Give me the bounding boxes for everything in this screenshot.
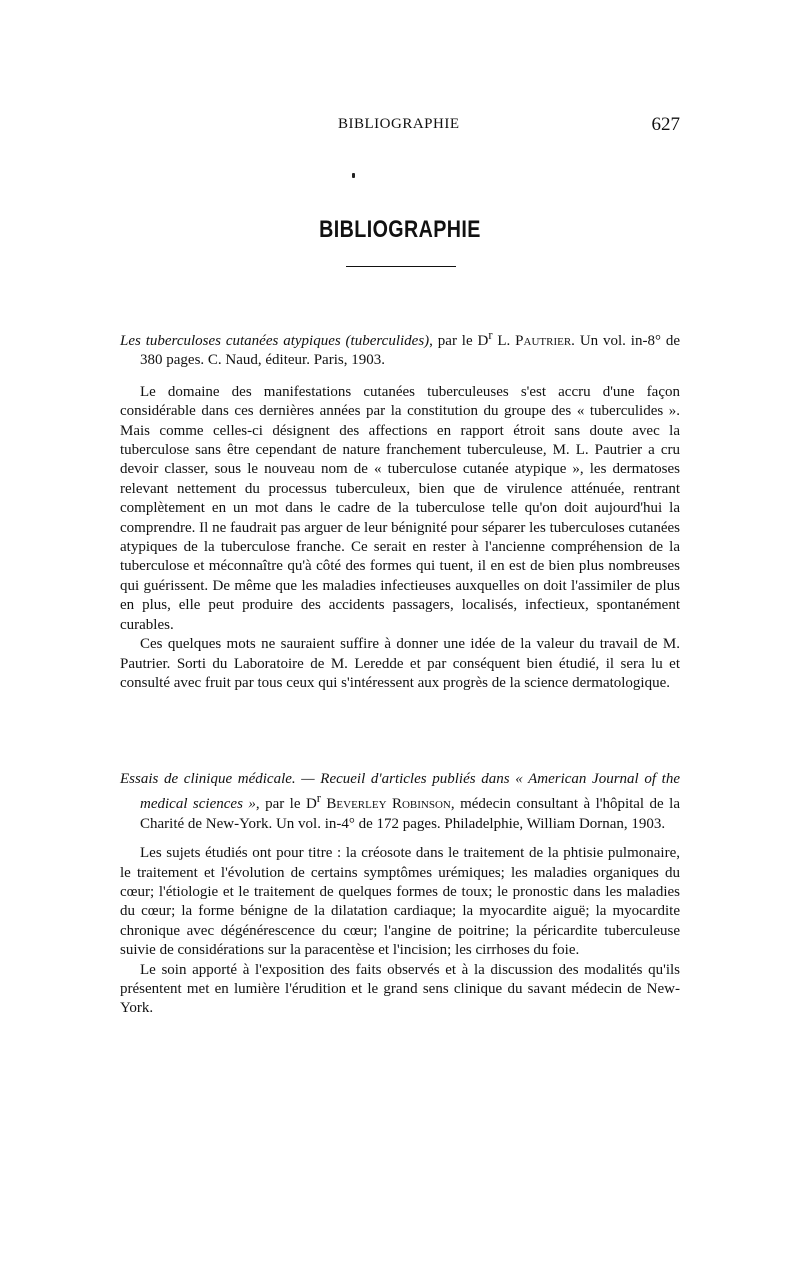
review-paragraph: Le soin apporté à l'exposition des faits observés et à la discussion des modalités qu'ils présentent met en lumière l'érudition et le grand sens clinique du savant médecin de New-York.: [120, 961, 680, 1017]
review-pautrier: [120, 326, 680, 693]
page-number: 627: [651, 114, 680, 135]
citation-by: , par le D: [255, 796, 317, 813]
citation-details: Un vol. in-8° de 380 pages. C. Naud, éditeur. Paris, 1903.: [140, 333, 681, 369]
citation-by: , par le D: [429, 333, 489, 349]
citation-details: médecin consultant à l'hôpital de la Charité de New-York. Un vol. in-4° de 172 pages. Philadelphie, William Dornan, 1903.: [140, 796, 680, 832]
running-header: [120, 116, 680, 140]
citation-author: Beverley Robinson,: [326, 796, 455, 813]
review-paragraph: Le domaine des manifestations cutanées tuberculeuses s'est accru d'une façon considérable dans ces dernières années par la constitution du groupe des « tuberculides ». Mais comme celles-ci désignent des affections en rapport étroit sans doute avec la tuberculose sans être cependant de nature franchement tuberculeuse, M. L. Pautrier a cru devoir classer, sous le nouveau nom de « tuberculose cutanée atypique », les dermatoses relevant nettement du processus tuberculeux, bien que de virulence atténuée, rentrant complètement en un mot dans le cadre de la tuberculose telle qu'on doit aujourd'hui la comprendre. Il ne faudrait pas arguer de leur bénignité pour séparer les tuberculoses cutanées atypiques de la tuberculose franche. Ce serait en rester à l'ancienne compréhension de la tuberculose et méconnaître qu'à côté des formes qui tuent, il en est de bien plus nombreuses qui guérissent. De même que les maladies infectieuses auxquelles on doit l'assimiler de plus en plus, elle peut produire des accidents passagers, localisés, infectieux, spontanément curables.: [120, 383, 680, 633]
citation: [120, 770, 680, 834]
citation-title: Essais de clinique médicale. — Recueil d'articles publiés dans « American Journal of the medical sciences »: [120, 771, 680, 813]
citation-title-abbrev: r: [488, 328, 493, 342]
title-rule: [346, 266, 456, 267]
running-title: BIBLIOGRAPHIE: [338, 116, 460, 132]
review-robinson: [120, 770, 680, 1019]
ink-speck: [352, 173, 355, 178]
citation: [120, 326, 680, 371]
citation-title: Les tuberculoses cutanées atypiques (tuberculides): [120, 333, 430, 349]
review-paragraph: Ces quelques mots ne sauraient suffire à donner une idée de la valeur du travail de M. Pautrier. Sorti du Laboratoire de M. Leredde et par conséquent bien étudié, il sera lu et consulté avec fruit par tous ceux qui s'intéressent aux progrès de la science dermatologique.: [120, 636, 680, 691]
review-paragraph: Les sujets étudiés ont pour titre : la créosote dans le traitement de la phtisie pulmonaire, le traitement et l'évolution de certains symptômes urémiques; les maladies organiques du cœur; l'étiologie et le traitement de quelques formes de toux; le pronostic dans les maladies du cœur; la forme bénigne de la dilatation cardiaque; la myocardite aiguë; la myocardite chronique avec dégénérescence du cœur; l'angine de poitrine; la péricardite tuberculeuse suivie de considérations sur la paracentèse et l'incision; les cirrhoses du foie.: [120, 845, 680, 959]
citation-title-abbrev: r: [316, 791, 321, 806]
section-title: BIBLIOGRAPHIE: [319, 216, 481, 244]
citation-author: L. Pautrier.: [497, 333, 575, 349]
